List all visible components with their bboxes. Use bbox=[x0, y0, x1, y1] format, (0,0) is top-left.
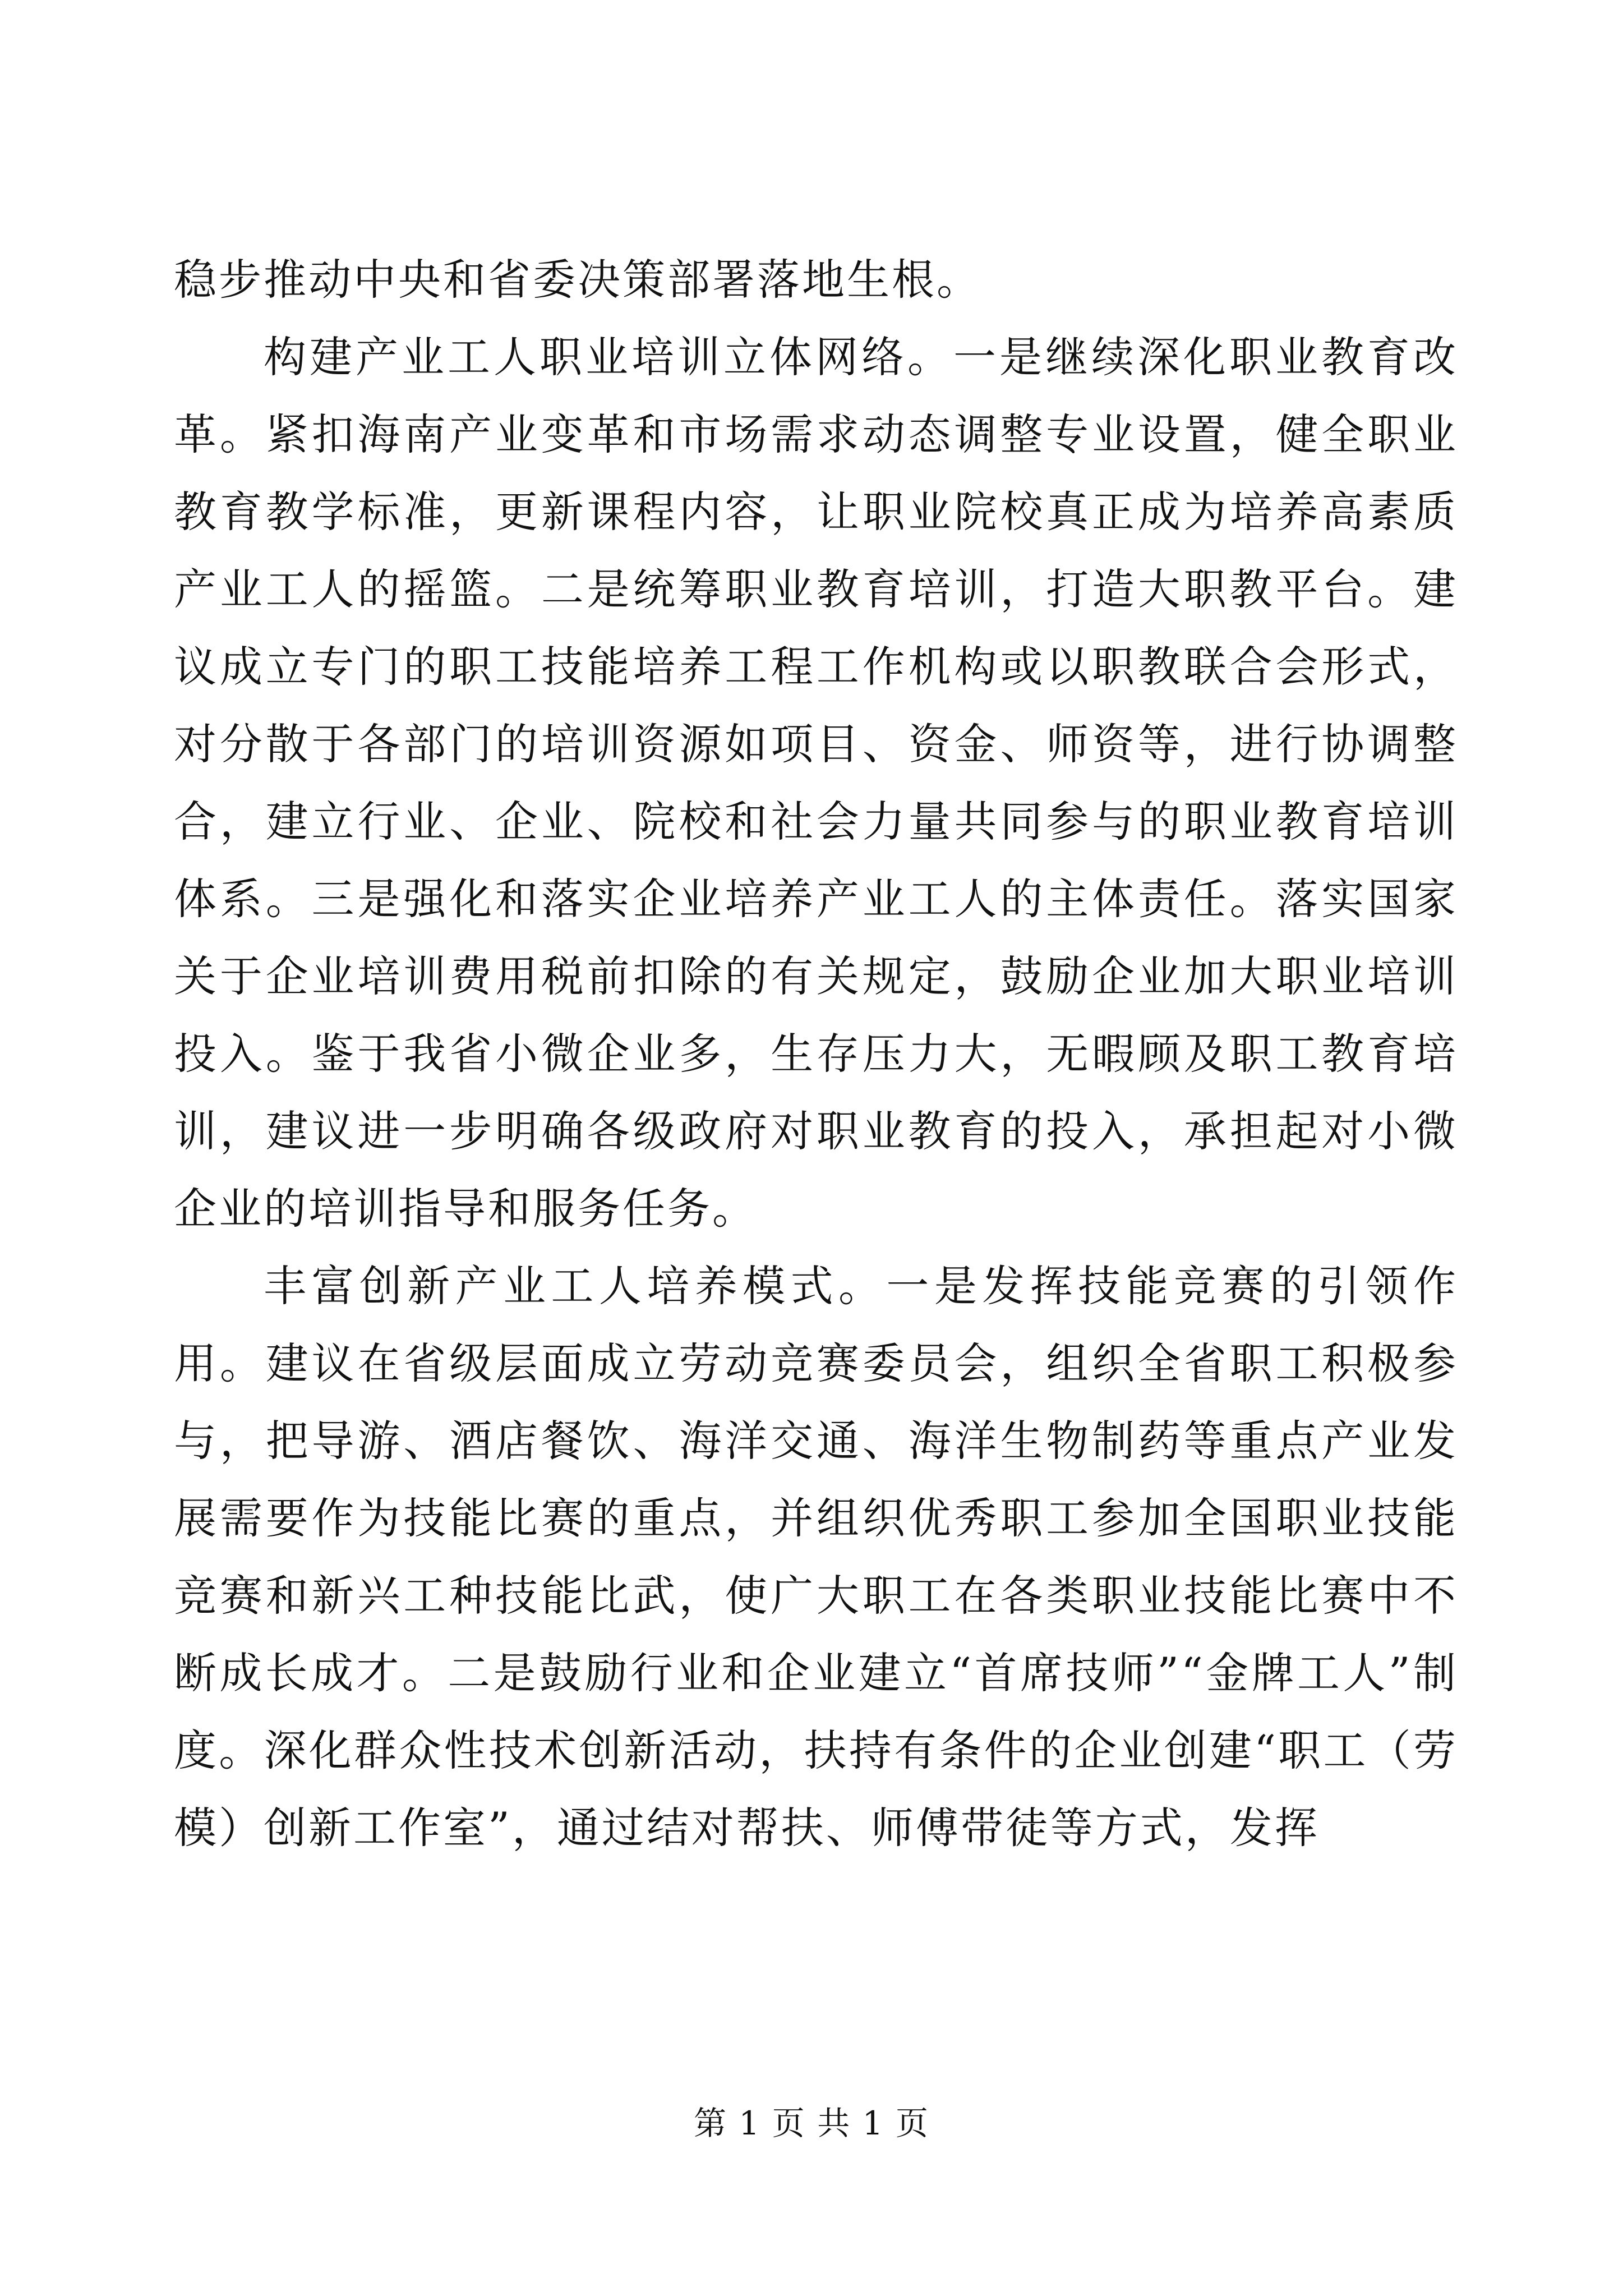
paragraph-3: 丰富创新产业工人培养模式。一是发挥技能竞赛的引领作用。建议在省级层面成立劳动竞赛委员会，组织全省职工积极参与，把导游、酒店餐饮、海洋交通、海洋生物制药等重点产业发展需要作为技能比赛的重点，并组织优秀职工参加全国职业技能竞赛和新兴工种技能比武，使广大职工在各类职业技能比赛中不断成长成才。二是鼓励行业和企业建立“首席技师”“金牌工人”制度。深化群众性技术创新活动，扶持有条件的企业创建“职工（劳模）创新工作室”，通过结对帮扶、师傅带徒等方式，发挥 bbox=[174, 1261, 1458, 1853]
document-body bbox=[174, 241, 1458, 1867]
paragraph-1: 稳步推动中央和省委决策部署落地生根。 bbox=[174, 255, 981, 305]
page-footer: 第 1 页 共 1 页 bbox=[694, 2104, 929, 2142]
paragraph-2: 构建产业工人职业培训立体网络。一是继续深化职业教育改革。紧扣海南产业变革和市场需求动态调整专业设置，健全职业教育教学标准，更新课程内容，让职业院校真正成为培养高素质产业工人的摇篮。二是统筹职业教育培训，打造大职教平台。建议成立专门的职工技能培养工程工作机构或以职教联合会形式，对分散于各部门的培训资源如项目、资金、师资等，进行协调整合，建立行业、企业、院校和社会力量共同参与的职业教育培训体系。三是强化和落实企业培养产业工人的主体责任。落实国家关于企业培训费用税前扣除的有关规定，鼓励企业加大职业培训投入。鉴于我省小微企业多，生存压力大，无暇顾及职工教育培训，建议进一步明确各级政府对职业教育的投入，承担起对小微企业的培训指导和服务任务。 bbox=[174, 332, 1458, 1234]
